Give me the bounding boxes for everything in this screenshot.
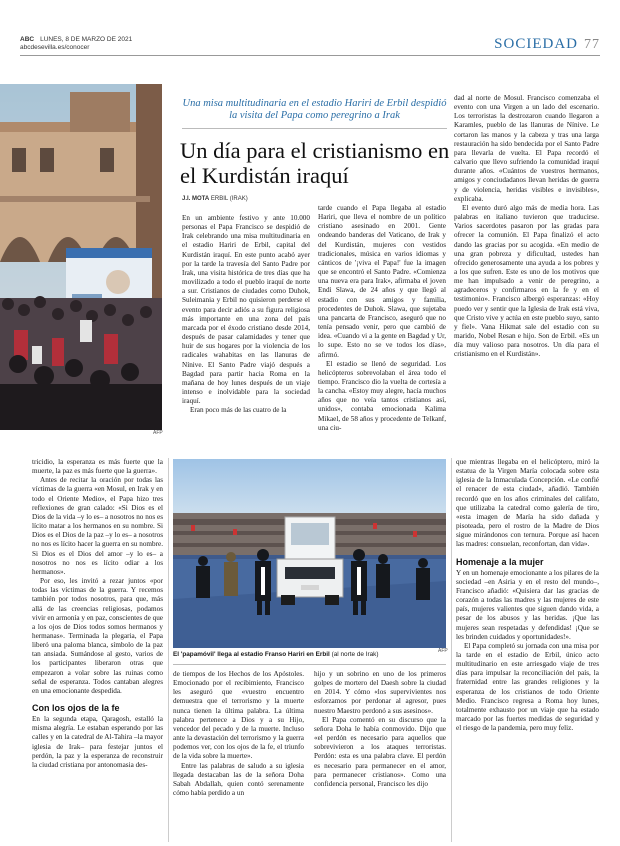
paragraph: En la segunda etapa, Qaragosh, estalló la misma alegría. Le estaban esperando por las calles y en la catedral de Al-Tahira –la mayor iglesia de Irak– para festejar juntos el perdón, la paz y la esperanza de reconstruir la ciudad cristiana por antonomasia des- bbox=[32, 715, 163, 769]
lower-column-1 bbox=[32, 458, 163, 842]
byline-author: J.I. MOTA bbox=[182, 196, 210, 202]
paragraph: El estadio se llenó de seguridad. Los helicópteros sobrevolaban el área todo el tiempo. Francisco dio la vuelta de cortesía a la cancha. «Estoy muy alegre, hacía muchos años que no veía tantos cristianos así, unidos», contaba emocionada Kalima Mikael, de 58 años y procedente de Telkanf, una ciu- bbox=[318, 359, 446, 432]
paragraph: tarde cuando el Papa llegaba al estadio Hariri, que lleva el nombre de un político cristiano asesinado en 2001. Gente ondeando banderas del Vaticano, de Irak y del Kurdistán, mujeres con vestidos tradicionales, música en varios idiomas y cánticos de '¡viva el Papa!' fue la imagen que se encontró el Santo Padre. «Comienza una nueva era para Irak», afirmaba el joven Endi Slawa, de 24 años y que llegó al estadio con sus amigos y familia, procedentes de Duhok. Slawa, que sujetaba una pancarta de Francisco, aseguró que no tenía pensado venir, pero que cambió de idea. «Cuando vi a la gente en Bagdad y Ur, lo supe. Esto no se ve todos los días», afirmó. bbox=[318, 204, 446, 359]
paragraph: Entre las palabras de saludo a su iglesia llegada destacaban las de la señora Doha Sabah Abdallah, quien contó serenamente cómo había perdido a un bbox=[173, 761, 304, 798]
paragraph: Por eso, les invitó a rezar juntos «por todas las víctimas de la guerra. Y recemos también por todos nosotros, para que, más allá de las creencias religiosas, podamos vivir en armonía y en paz, conscientes de que a los ojos de Dios todos somos hermanos y hermanas». Terminada la plegaria, el Papa liberó una paloma blanca, símbolo de la paz tan ansiada. Sumándose al gesto, varios de los participantes liberaron otras que empezaron a volar sobre las ruinas como señal de esperanza. Todos cantaban alegres en una emocionante despedida. bbox=[32, 577, 163, 695]
page-header bbox=[20, 36, 600, 54]
kicker-rule bbox=[182, 128, 447, 129]
photo-credit-top: AFP bbox=[153, 430, 163, 436]
byline bbox=[182, 196, 248, 202]
paragraph: El evento duró algo más de media hora. Las palabras en italiano tuvieron que traducirse. Varios sacerdotes pasaron por las gradas para ofrecer la comunión. El Papa finalizó el acto dando las gracias por su acogida. «En medio de una gran pobreza y dificultad, ustedes han ofrecido generosamente una ayuda a los pobres y a los que sufren. Este es uno de los motivos que me han impulsado a venir de peregrino, a agradeceros y confirmaros en la fe y en el testimonio». Francisco albergó esperanzas: «Hoy puedo ver y sentir que la Iglesia de Irak está viva, que Cristo vive y actúa en este pueblo suyo, santo y fiel». Vana Hikmat sale del estadio con su marido, Nobel Resan e hijo. Son de Erbil. «Es un día muy valioso para nosotros. Un día para el cristianismo en el Kurdistán». bbox=[454, 203, 599, 359]
lower-column-4 bbox=[456, 458, 599, 842]
kicker: Una misa multitudinaria en el estadio Hariri de Erbil despidió la visita del Papa como peregrino a Irak bbox=[182, 98, 447, 121]
subhead-eyes-of-faith: Con los ojos de la fe bbox=[32, 703, 120, 714]
paragraph: Eran poco más de las cuatro de la bbox=[190, 406, 287, 415]
page-number: 77 bbox=[584, 37, 600, 52]
upper-column-3 bbox=[454, 94, 599, 436]
crowd-photo-image bbox=[0, 84, 162, 430]
paragraph: tricidio, la esperanza es más fuerte que la muerte, la paz es más fuerte que la guerra». bbox=[32, 458, 163, 476]
column-divider bbox=[168, 458, 169, 842]
lower-column-2 bbox=[173, 670, 304, 842]
upper-column-2 bbox=[318, 204, 446, 436]
header-rule bbox=[20, 55, 600, 56]
lower-column-3 bbox=[314, 670, 446, 842]
paragraph: que mientras llegaba en el helicóptero, miró la estatua de la Virgen María colocada sobre esta iglesia de la Inmaculada Concepción. «Le confié el renacer de esta ciudad», añadió. También recordó que en los años criminales del califato, que utilizaba la catedral como galería de tiro, «esta imagen de María ha sido dañada y pisoteada, pero el rostro de la Madre de Dios sigue mirándonos con ternura. Porque así hacen las madres: consuelan, reconfortan, dan vida». bbox=[456, 458, 599, 549]
photo-caption bbox=[173, 651, 446, 659]
photo-credit-mid: AFP bbox=[438, 648, 448, 654]
upper-column-1 bbox=[182, 214, 310, 436]
byline-place: ERBIL (IRAK) bbox=[210, 196, 248, 202]
header-meta bbox=[20, 36, 132, 52]
crowd-photo bbox=[0, 84, 162, 430]
paragraph: El Papa completó su jornada con una misa por la tarde en el estadio de Erbil, único acto multitudinario en este arriesgado viaje de tres días para impulsar la reconciliación del país, la fraternidad entre las grandes religiones y la esperanza de los cristianos de todo Oriente Medio. Francisco regresa a Roma hoy lunes, totalmente exhausto por un viaje que ha estado marcado por las fuertes medidas de seguridad y el riesgo de la pandemia, pero muy feliz. bbox=[456, 641, 599, 733]
subhead-homage-women: Homenaje a la mujer bbox=[456, 556, 544, 567]
headline: Un día para el cristianismo en el Kurdistán iraquí bbox=[180, 138, 450, 188]
caption-title: El 'papamóvil' llega al estadio Franso Hariri en Erbil bbox=[173, 651, 330, 658]
column-divider bbox=[451, 458, 452, 842]
paragraph: Antes de recitar la oración por todas las víctimas de la guerra «en Mosul, en Irak y en todo el Oriente Medio», el Papa hizo tres reflexiones de gran calado: «Si Dios es el Dios de la vida –y lo es– a nosotros no nos es lícito matar a los hermanos en su nombre. Si Dios es el Dios de la paz –y lo es– a nosotros no nos es lícito hacer la guerra en su nombre. Si Dios es el Dios del amor –y lo es– a nosotros no nos es lícito odiar a los hermanos». bbox=[32, 476, 163, 576]
website: abcdesevilla.es/conocer bbox=[20, 44, 90, 51]
paragraph: El Papa comentó en su discurso que la señora Doha le había conmovido. Dijo que «el perdón es necesario para aquellos que sobrevivieron a los ataques terroristas. Perdón: esta es una palabra clave. El perdón es necesario para permanecer en el amor, para permanecer cristianos». Como una confidencia personal, Francisco les dijo bbox=[314, 715, 446, 788]
issue-date: LUNES, 8 DE MARZO DE 2021 bbox=[40, 36, 133, 43]
popemobile-photo bbox=[173, 459, 446, 648]
paragraph: dad al norte de Mosul. Francisco comenzaba el evento con una Virgen a un lado del escenario. Los terroristas la destrozaron cuando llegaron a Karamles, pueblo de las llanuras de Nínive. Le cortaron las manos y la cabeza y tras una larga restauración ha sido bendecida por el Santo Padre para llevarla de vuelta. El Papa recordó el calvario que llevo sufriendo la comunidad iraquí durante años. «Cuántos de vuestros hermanos, amigos y conciudadanos llevan heridas de guerra y de violencia, heridas visibles e invisibles», explicaba. bbox=[454, 94, 599, 203]
section-name: SOCIEDAD bbox=[494, 36, 578, 52]
paragraph: de tiempos de los Hechos de los Apóstoles. Emocionado por el recibimiento, Francisco les aseguró que «vuestro encuentro demuestra que el terrorismo y la muerte nunca tienen la última palabra. La última palabra pertenece a Dios y a su Hijo, vencedor del pecado y de la muerte. Incluso ante la devastación del terrorismo y la guerra podemos ver, con los ojos de la fe, el triunfo de la vida sobre la muerte». bbox=[173, 670, 304, 761]
paragraph: hijo y un sobrino en uno de los primeros golpes de mortero del Daesh sobre la ciudad en 2014. Y cómo «los supervivientes nos esforzamos por perdonar al agresor, pues nuestro Maestro perdonó a sus asesinos». bbox=[314, 670, 446, 715]
paper-name: ABC bbox=[20, 36, 35, 43]
popemobile-photo-image bbox=[173, 459, 446, 648]
caption-rule bbox=[173, 664, 446, 665]
section-label bbox=[494, 36, 600, 53]
paragraph: En un ambiente festivo y ante 10.000 personas el Papa Francisco se despidió de Irak celebrando una misa multitudinaria en el estadio Hariri de Erbil, capital del Kurdistán iraquí. En este punto acabó ayer por la tarde la travesía del Santo Padre por Irak, una visita histórica de tres días que ha movilizado a todo el pueblo iraquí de norte a sur. Cristianos de ciudades como Duhok, Suleimania y Erbil no quisieron perderse el evento para decir adiós a su figura religiosa más importante en una zona del país marcada por el éxodo cristiano desde 2014, después de pasar calamidades y tener que huir de sus hogares por la violencia de los radicales wahabitas en las llanuras de Nínive. El Santo Padre viajó después a Bagdad para partir hacia Roma en la mañana de hoy lunes después de un viaje intenso e inolvidable para la sociedad iraquí. bbox=[182, 214, 310, 406]
paragraph: Y en un homenaje emocionante a los pilares de la sociedad –en Asiria y en el resto del mundo–, Francisco añadió: «Quisiera dar las gracias de corazón a todas las madres y las mujeres de este país, mujeres valientes que siguen dando vida, a pesar de los abusos y las heridas. ¡Que las mujeres sean respetadas y defendidas! ¡Que se les brinden cuidados y oportunidades!». bbox=[456, 568, 599, 641]
caption-note: (al norte de Irak) bbox=[331, 651, 379, 658]
